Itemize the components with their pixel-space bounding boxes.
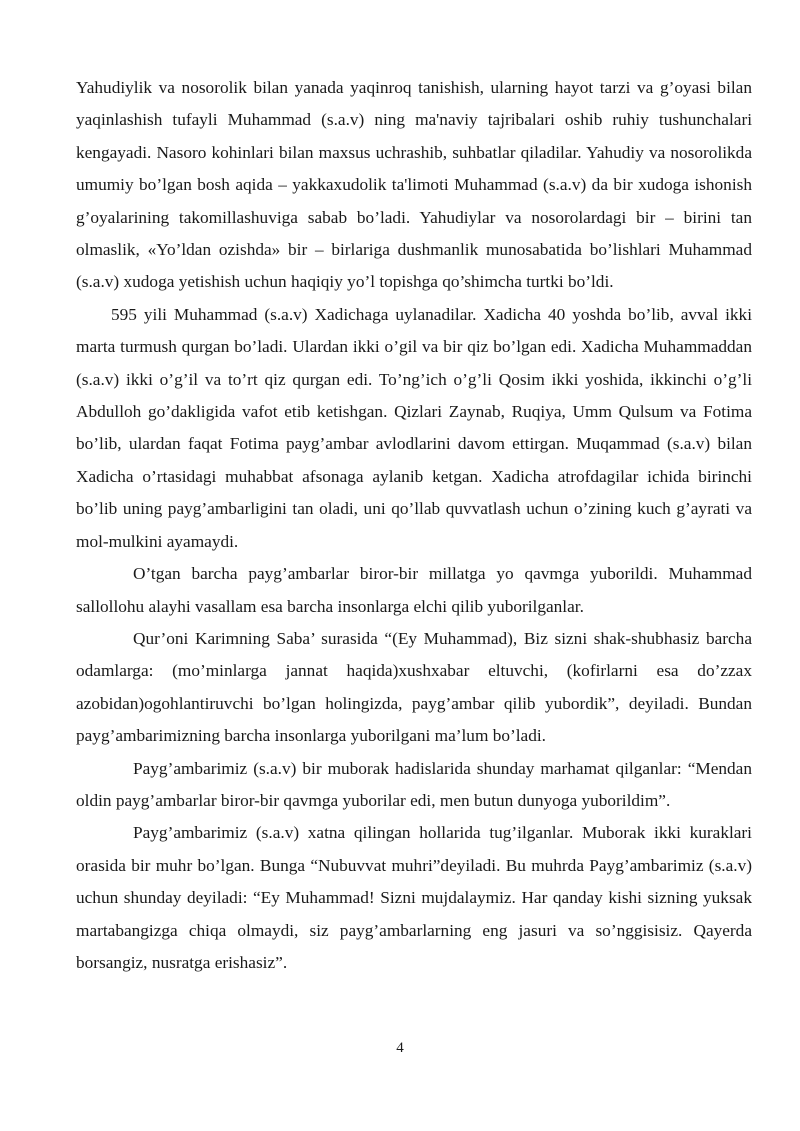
paragraph-2: 595 yili Muhammad (s.a.v) Xadichaga uylanadilar. Xadicha 40 yoshda bo’lib, avval ikki marta turmush qurgan bo’ladi. Ulardan ikki o’gil va bir qiz bo’lgan edi. Xadicha Muhammaddan (s.a.v) ikki o’g’il va to’rt qiz qurgan edi. To’ng’ich o’g’li Qosim ikki yoshida, ikkinchi o’g’li Abdulloh go’dakligida vafot etib ketishgan. Qizlari Zaynab, Ruqiya, Umm Qulsum va Fotima bo’lib, ulardan faqat Fotima payg’ambar avlodlarini davom ettirgan. Muqammad (s.a.v) bilan Xadicha o’rtasidagi muhabbat afsonaga aylanib ketgan. Xadicha atrofdagilar ichida birinchi bo’lib uning payg’ambarligini tan oladi, uni qo’llab quvvatlash uchun o’zining kuch g’ayrati va mol-mulkini ayamaydi. [76, 304, 752, 551]
paragraph-1: Yahudiylik va nosorolik bilan yanada yaqinroq tanishish, ularning hayot tarzi va g’oyasi bilan yaqinlashish tufayli Muhammad (s.a.v) ning ma'naviy tajribalari oshib ruhiy tushunchalari kengayadi. Nasoro kohinlari bilan maxsus uchrashib, suhbatlar qiladilar. Yahudiy va nosorolikda umumiy bo’lgan bosh aqida – yakkaxudolik ta'limoti Muhammad (s.a.v) da bir xudoga ishonish g’oyalarining takomillashuviga sabab bo’ladi. Yahudiylar va nosorolardagi bir – birini tan olmaslik, «Yo’ldan ozishda» bir – birlariga dushmanlik munosabatida bo’lishlari Muhammad (s.a.v) xudoga yetishish uchun haqiqiy yo’l topishga qo’shimcha turtki bo’ldi. [76, 78, 752, 292]
page-number: 4 [396, 1040, 404, 1056]
paragraph-3: O’tgan barcha payg’ambarlar biror-bir millatga yo qavmga yuborildi. Muhammad sallollohu alayhi vasallam esa barcha insonlarga elchi qilib yuborilganlar. [76, 564, 752, 616]
paragraph-4: Qur’oni Karimning Saba’ surasida “(Ey Muhammad), Biz sizni shak-shubhasiz barcha odamlarga: (mo’minlarga jannat haqida)xushxabar eltuvchi, (kofirlarni esa do’zzax azobidan)ogohlantiruvchi bo’lgan holingizda, payg’ambar qilib yubordik”, deyiladi. Bundan payg’ambarimizning barcha insonlarga yuborilgani ma’lum bo’ladi. [76, 628, 752, 746]
document-body [76, 72, 752, 979]
paragraph-6: Payg’ambarimiz (s.a.v) xatna qilingan hollarida tug’ilganlar. Muborak ikki kuraklari orasida bir muhr bo’lgan. Bunga “Nubuvvat muhri”deyiladi. Bu muhrda Payg’ambarimiz (s.a.v) uchun shunday deyiladi: “Ey Muhammad! Sizni mujdalaymiz. Har qanday kishi sizning yuksak martabangizga chiqa olmaydi, siz payg’ambarlarning eng jasuri va so’nggisisiz. Qayerda borsangiz, nusratga erishasiz”. [76, 823, 752, 972]
paragraph-5: Payg’ambarimiz (s.a.v) bir muborak hadislarida shunday marhamat qilganlar: “Mendan oldin payg’ambarlar biror-bir qavmga yuborilar edi, men butun dunyoga yuborildim”. [76, 758, 752, 810]
